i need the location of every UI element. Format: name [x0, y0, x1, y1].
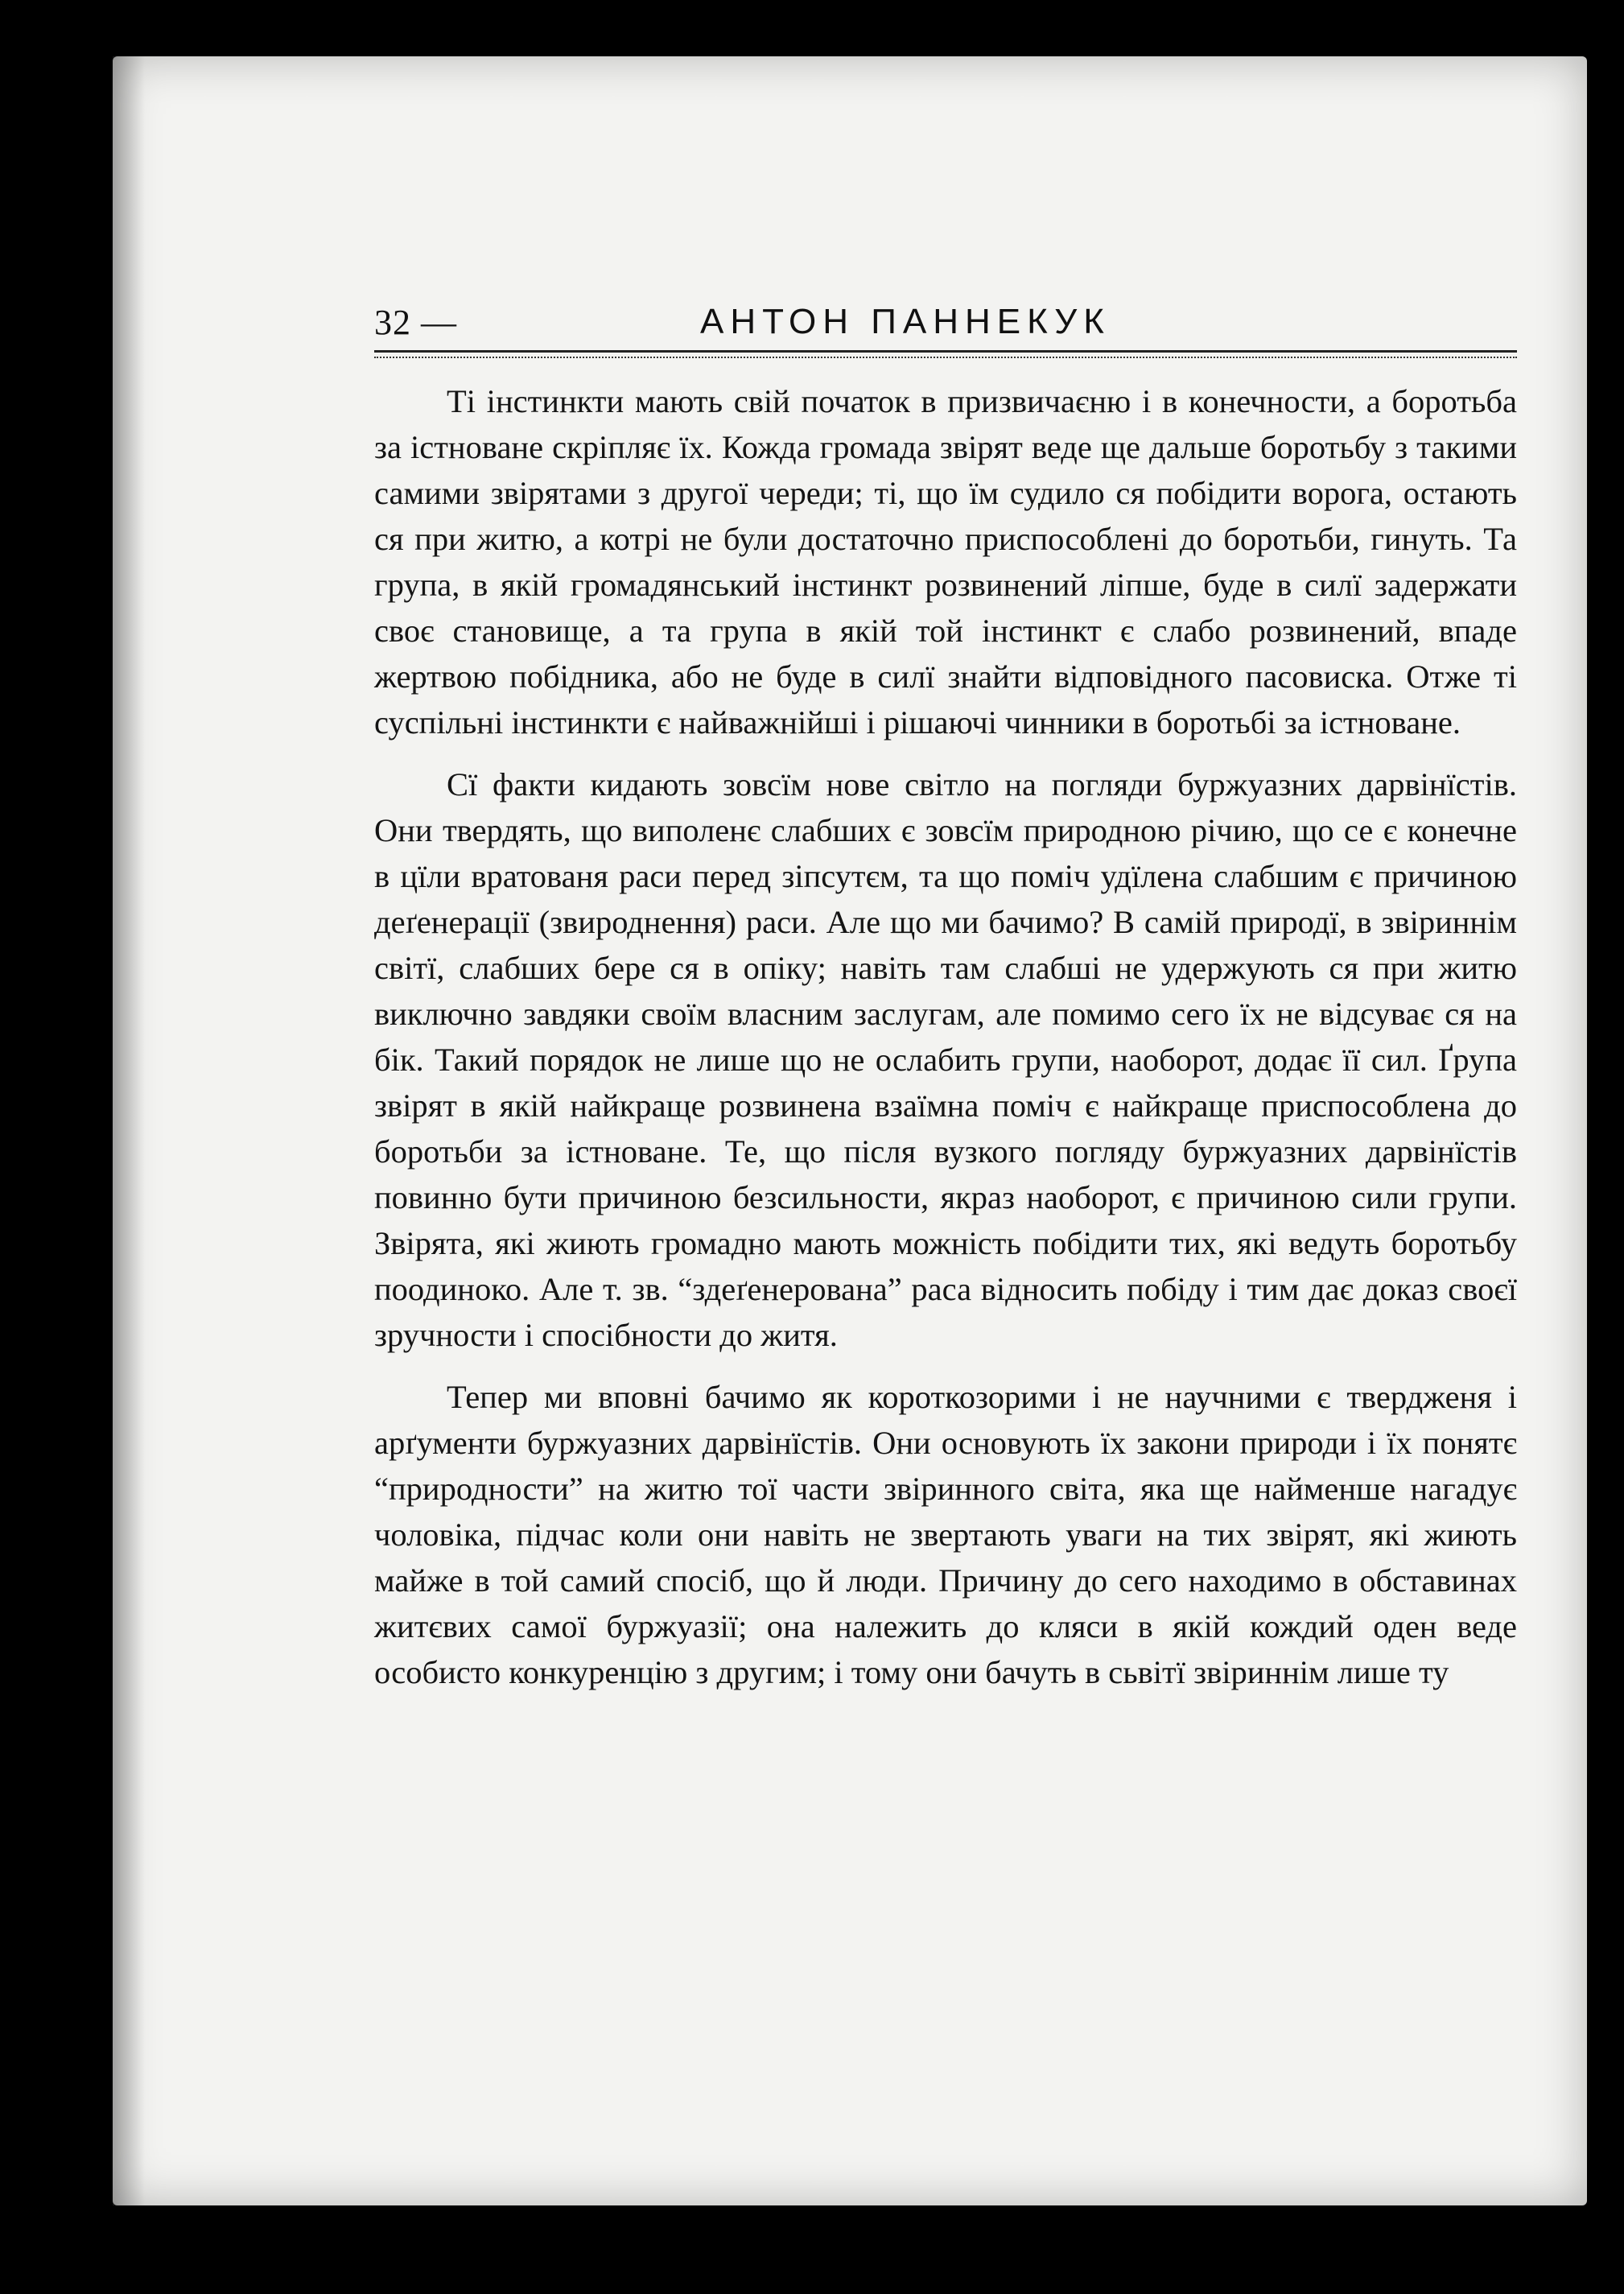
page-number: 32 — — [374, 303, 457, 342]
paragraph: Тепер ми вповні бачимо як короткозорими і не научними є твердженя і арґументи буржуазних дарвінїстів. Они основують їх закони природи і їх понятє “природности” на житю тої части звіринного світа, яка ще найменше нагадує чоловіка, підчас коли они навіть не звертають уваги на тих звірят, які жиють майже в той самий спосіб, що й люди. Причину до сего находимо в обставинах житєвих самої буржуазії; она належить до кляси в якій кождий оден веде особисто конкуренцію з другим; і тому они бачуть в сьвітї звіриннім лише ту — [374, 1379, 1517, 1690]
paragraph: Сї факти кидають зовсїм нове світло на погляди буржуазних дарвінїстів. Они твердять, що виполенє слабших є зовсїм природною річию, що се є конечне в цїли вратованя раси перед зіпсутєм, та що поміч удїлена слабшим є причиною деґенерації (звироднення) раси. Але що ми бачимо? В самій природї, в звіриннім світї, слабших бере ся в опіку; навіть там слабші не удержують ся при житю виключно завдяки своїм власним заслугам, але помимо сего їх не відсуває ся на бік. Такий порядок не лише що не ослабить групи, наоборот, додає її сил. Ґрупа звірят в якій найкраще розвинена взаїмна поміч є найкраще приспособлена до боротьби за істноване. Те, що після вузкого погляду буржуазних дарвінїстів повинно бути причиною безсильности, якраз наоборот, є причиною сили групи. Звірята, які жиють громадно мають можність побідити тих, які ведуть боротьбу поодиноко. Але т. зв. “здеґенерована” раса відносить побіду і тим дає доказ своєї зручности і спосібности до житя. — [374, 766, 1517, 1353]
header-rule — [374, 350, 1517, 353]
header-rule-wavy — [374, 357, 1517, 358]
page-header — [374, 302, 1517, 358]
page-edge-shadow — [113, 56, 145, 2205]
body-text — [374, 378, 1517, 1711]
paragraph: Ті інстинкти мають свій початок в призвичаєню і в конечности, а боротьба за істноване скріпляє їх. Кожда громада звірят веде ще дальше боротьбу з такими самими звірятами з другої череди; ті, що їм судило ся побідити ворога, остають ся при житю, а котрі не були достаточно приспособлені до боротьби, гинуть. Та група, в якій громадянський інстинкт розвинений ліпше, буде в силї задержати своє становище, а та група в якій той інстинкт є слабо розвинений, впаде жертвою побідника, або не буде в силї знайти відповідного пасовиска. Отже ті суспільні інстинкти є найважнійші і рішаючі чинники в боротьбі за істноване. — [374, 383, 1517, 741]
running-title: АНТОН ПАННЕКУК — [700, 302, 1111, 341]
